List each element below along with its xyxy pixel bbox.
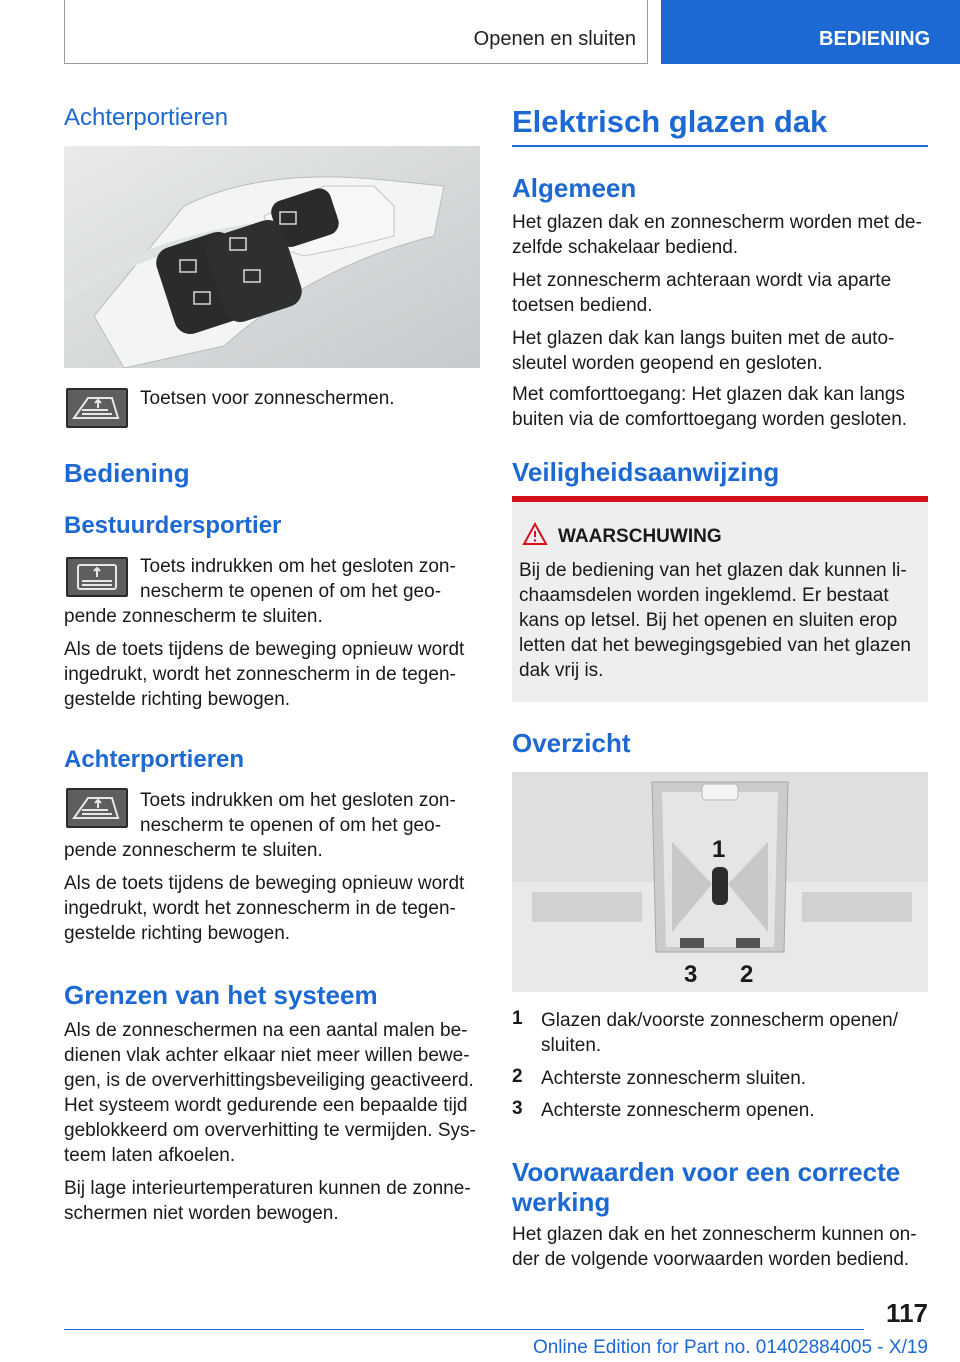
footer-edition: Online Edition for Part no. 01402884005 - X/19 (532, 1337, 928, 1358)
overview-label-3: 3 (684, 961, 698, 988)
sunblind-rear-door-icon (66, 788, 128, 828)
title-rule (512, 145, 928, 147)
heading-back-doors-top: Achterportieren (64, 104, 229, 131)
driver-text-line2: nescherm te openen of om het geo- (140, 581, 442, 602)
limits-paragraph-1: Als de zonneschermen na een aantal malen be-dienen vlak achter elkaar niet meer willen bewe-gen, is de oververhittingsbeveiliging geactiveerd. Het systeem wordt gedurende een bepaalde tijd geblokkeerd om oververhitting te vermijden. Sys-teem laten afkoelen. (64, 1020, 476, 1166)
driver-paragraph-2: Als de toets tijdens de beweging opnieuw wordt ingedrukt, wordt het zonnescherm in de tegen-gestelde richting bewogen. (64, 639, 465, 710)
heading-conditions: Voorwaarden voor een correcte werking (512, 1157, 901, 1217)
overview-label-2: 2 (740, 961, 754, 988)
heading-system-limits: Grenzen van het systeem (64, 980, 378, 1010)
list-item-number: 1 (512, 1008, 523, 1029)
page-title: Elektrisch glazen dak (512, 104, 828, 139)
general-paragraph-3: Het glazen dak kan langs buiten met de auto-sleutel worden geopend en gesloten. (512, 328, 895, 374)
driver-text-line3: pende zonnescherm te sluiten. (64, 606, 323, 627)
overview-label-1: 1 (712, 836, 726, 863)
chapter-tab: BEDIENING (661, 0, 960, 64)
warning-text: Bij de bediening van het glazen dak kunnen li-chaamsdelen worden ingeklemd. Er bestaat kans op letsel. Bij het openen en sluiten erop letten dat het bewegingsgebied van het glazen dak vrij is. (519, 560, 911, 681)
sunblind-driver-icon (66, 557, 128, 597)
rear-text-line1: Toets indrukken om het gesloten zon- (140, 790, 456, 811)
image-caption: Toetsen voor zonneschermen. (140, 388, 395, 409)
driver-text-line1: Toets indrukken om het gesloten zon- (140, 556, 456, 577)
conditions-paragraph: Het glazen dak en het zonnescherm kunnen on-der de volgende voorwaarden worden bediend. (512, 1224, 917, 1270)
heading-safety: Veiligheidsaanwijzing (512, 457, 780, 487)
limits-paragraph-2: Bij lage interieurtemperaturen kunnen de zonne-schermen niet worden bewogen. (64, 1178, 471, 1224)
warning-title: WAARSCHUWING (558, 526, 722, 547)
door-switches-image (64, 146, 480, 368)
heading-general: Algemeen (512, 173, 637, 203)
heading-bediening: Bediening (64, 458, 190, 488)
list-item-number: 3 (512, 1098, 523, 1119)
heading-driver-door: Bestuurdersportier (64, 512, 282, 539)
list-item-text: Achterste zonnescherm openen. (541, 1100, 815, 1121)
list-item-number: 2 (512, 1066, 523, 1087)
general-paragraph-1: Het glazen dak en zonnescherm worden met de-zelfde schakelaar bediend. (512, 212, 922, 258)
list-item-text: Glazen dak/voorste zonnescherm openen/ sluiten. (541, 1010, 898, 1056)
heading-overview: Overzicht (512, 728, 631, 758)
rear-text-line2: nescherm te openen of om het geo- (140, 815, 442, 836)
roof-console-image (512, 772, 928, 992)
page-number: 117 (886, 1298, 928, 1328)
rear-text-line3: pende zonnescherm te sluiten. (64, 840, 323, 861)
rear-paragraph-2: Als de toets tijdens de beweging opnieuw wordt ingedrukt, wordt het zonnescherm in de tegen-gestelde richting bewogen. (64, 873, 465, 944)
general-paragraph-2: Het zonnescherm achteraan wordt via aparte toetsen bediend. (512, 270, 892, 316)
heading-rear-doors: Achterportieren (64, 746, 245, 773)
footer-rule (64, 1329, 864, 1330)
section-title: Openen en sluiten (473, 28, 636, 50)
sunblind-rear-icon (66, 388, 128, 428)
list-item-text: Achterste zonnescherm sluiten. (541, 1068, 807, 1089)
warning-triangle-icon (522, 522, 548, 546)
general-paragraph-4: Met comforttoegang: Het glazen dak kan langs buiten via de comforttoegang worden gesloten. (512, 384, 908, 430)
